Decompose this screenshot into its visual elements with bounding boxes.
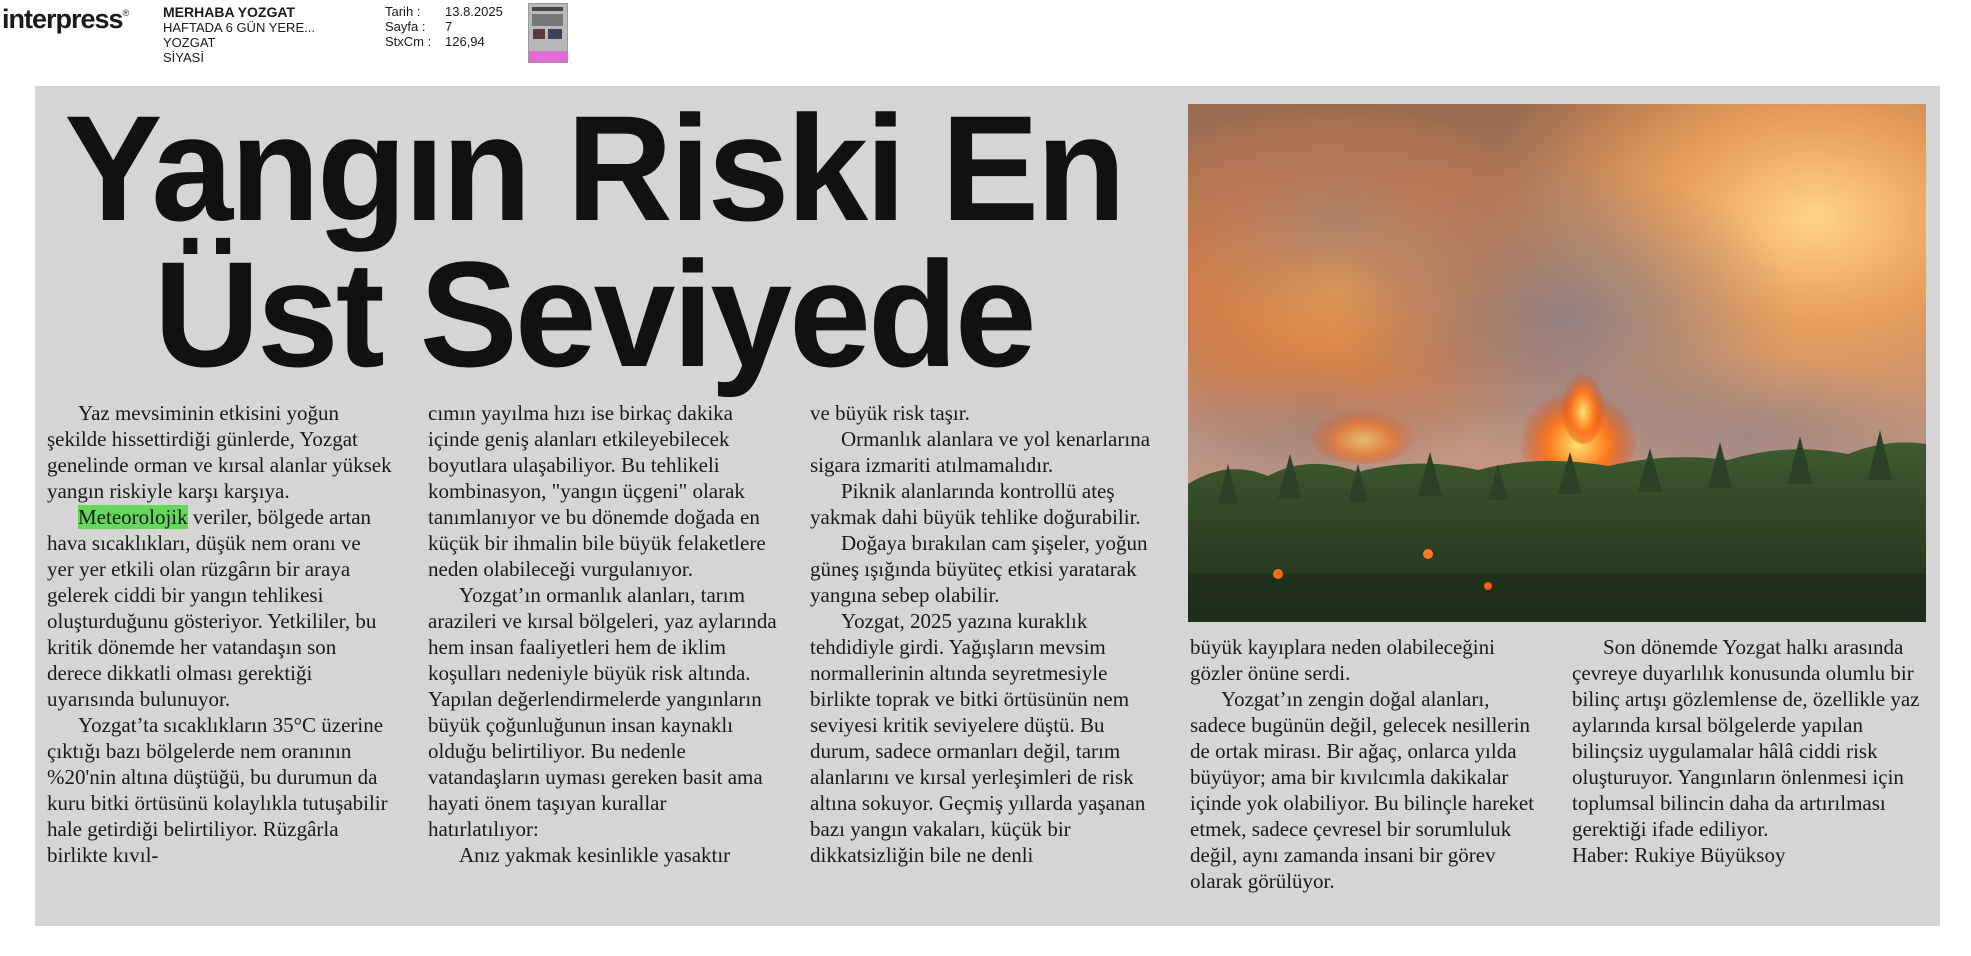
meta-size-key: StxCm : [385,34,432,49]
column-2-paragraph-2: Yozgat’ın ormanlık alanları, tarım arazileri ve kırsal bölgeleri, yaz aylarında hem insan faaliyetleri hem de iklim koşulları nedeniyle büyük risk altında. Yapılan değerlendirmelerde yangınların büyük çoğunluğunun insan kaynaklı olduğu belirtiliyor. Bu nedenle vatandaşların uyması gereken basit ama hayati önem taşıyan kurallar hatırlatılıyor: [428,583,777,841]
page-thumbnail[interactable] [528,3,568,63]
meta-date-row [385,4,503,19]
clipping-meta [385,4,503,49]
column-3-paragraph-2: Ormanlık alanlara ve yol kenarlarına sigara izmariti atılmamalıdır. [810,427,1151,477]
article-headline [40,84,1147,398]
publication-frequency: HAFTADA 6 GÜN YERE... [163,20,315,35]
column-3-paragraph-3: Piknik alanlarında kontrollü ateş yakmak dahi büyük tehlike doğurabilir. [810,479,1141,529]
article-column-1 [47,400,392,868]
meta-page-value: 7 [445,19,453,34]
meta-date-key: Tarih : [385,4,421,19]
thumbnail-highlight [529,51,567,62]
article-column-2 [428,400,778,868]
thumbnail-masthead [532,7,563,11]
publication-info [163,5,315,65]
column-1-paragraph-1: Yaz mevsiminin etkisini yoğun şekilde hissettirdiği günlerde, Yozgat genelinde orman ve kırsal alanlar yüksek yangın riskiyle karşı karşıya. [47,401,392,503]
meta-size-value: 126,94 [445,34,485,49]
article-column-3 [810,400,1165,868]
column-4-paragraph-2: Yozgat’ın zengin doğal alanları, sadece bugünün değil, gelecek nesillerin de ortak mirası. Bir ağaç, onlarca yılda büyüyor; ama bir kıvılcımla dakikalar içinde yok olabiliyor. Bu bilinçle hareket etmek, sadece çevresel bir sorumluluk değil, aynı zamanda insani bir görev olarak görülüyor. [1190,687,1535,893]
headline-line-2: Üst Seviyede [153,230,1034,398]
column-2-paragraph-3: Anız yakmak kesinlikle yasaktır [459,843,731,867]
meta-page-key: Sayfa : [385,19,426,34]
thumbnail-photo-b [548,29,562,39]
column-1-paragraph-2 [47,504,392,712]
column-3-paragraph-1: ve büyük risk taşır. [810,401,970,425]
column-3-paragraph-4: Doğaya bırakılan cam şişeler, yoğun güneş ışığında büyüteç etkisi yaratarak yangına sebep olabilir. [810,531,1148,607]
forest-fire-photo [1188,104,1926,622]
publication-category: SİYASİ [163,50,204,65]
column-3-paragraph-5: Yozgat, 2025 yazına kuraklık tehdidiyle girdi. Yağışların mevsim normallerinin altında seyretmesiyle birlikte toprak ve bitki örtüsünün nem seviyesi kritik seviyelere düştü. Bu durum, sadece ormanları değil, tarım alanlarını ve kırsal yerleşimleri de risk altına sokuyor. Geçmiş yıllarda yaşanan bazı yangın vakaları, küçük bir dikkatsizliğin bile ne denli [810,609,1146,867]
meta-size-row [385,34,503,49]
column-1-paragraph-3: Yozgat’ta sıcaklıkların 35°C üzerine çıktığı bazı bölgelerde nem oranının %20'nin altına düştüğü, bu durumun da kuru bitki örtüsünü kolaylıkla tutuşabilir hale getirdiği belirtiliyor. Rüzgârla birlikte kıvıl- [47,713,388,867]
article-byline: Haber: Rukiye Büyüksoy [1572,843,1786,867]
logo-text: interpress [2,4,123,34]
meta-page-row [385,19,503,34]
article-column-5 [1572,634,1927,868]
column-4-paragraph-1: büyük kayıplara neden olabileceğini gözler önüne serdi. [1190,635,1495,685]
column-2-paragraph-1: cımın yayılma hızı ise birkaç dakika içinde geniş alanları etkileyebilecek boyutlara ulaşabiliyor. Bu tehlikeli kombinasyon, "yangın üçgeni" olarak tanımlanıyor ve bu dönemde doğada en küçük bir ihmalin bile büyük felaketlere neden olabileceği vurgulanıyor. [428,401,766,581]
forest-fire-image [1188,104,1926,622]
highlighted-keyword: Meteorolojik [78,505,188,529]
publication-city: YOZGAT [163,35,216,50]
meta-date-value: 13.8.2025 [445,4,503,19]
registered-mark: ® [122,8,129,18]
headline-line-1: Yangın Riski En [64,84,1124,252]
column-1-paragraph-2-text: veriler, bölgede artan hava sıcaklıkları, düşük nem oranı ve yer yer etkili olan rüzgârın bir araya gelerek ciddi bir yangın tehlikesi oluşturduğunu gösteriyor. Yetkililer, bu kritik dönemde her vatandaşın son derece dikkatli olması gerektiği uyarısında bulunuyor. [47,505,377,711]
column-5-paragraph-1: Son dönemde Yozgat halkı arasında çevreye duyarlılık konusunda olumlu bir bilinç artışı gözlemlense de, özellikle yaz aylarında kırsal bölgelerde yapılan bilinçsiz uygulamalar hâlâ ciddi risk oluşturuyor. Yangınların önlenmesi için toplumsal bilincin daha da artırılması gerektiği ifade ediliyor. [1572,635,1920,841]
thumbnail-headline [532,14,563,26]
article-column-4 [1190,634,1545,894]
publication-name: MERHABA YOZGAT [163,4,295,20]
thumbnail-photo-a [533,29,545,39]
interpress-logo [2,4,128,35]
